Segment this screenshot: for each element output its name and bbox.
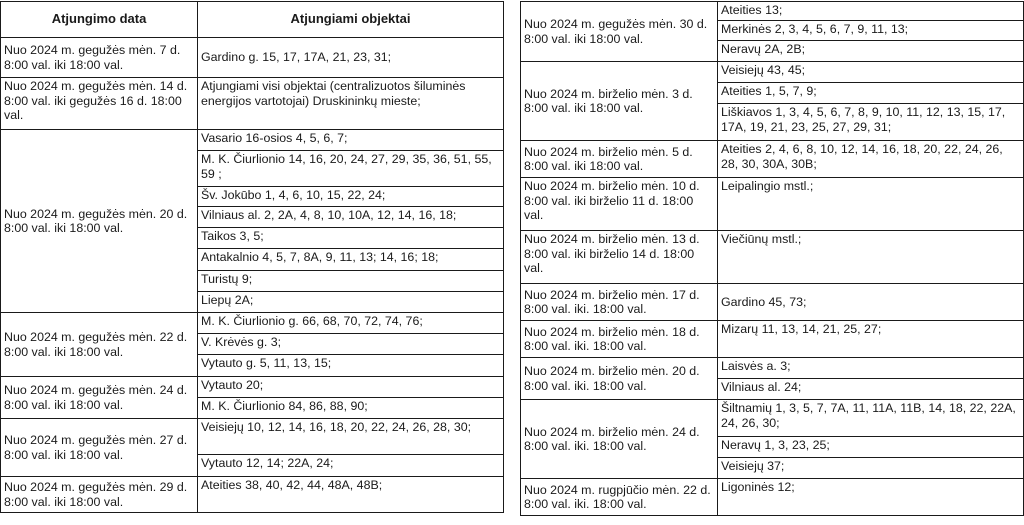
date-cell: Nuo 2024 m. birželio mėn. 17 d. 8:00 val. iki. 18:00 val. [521, 284, 718, 321]
table-row [521, 141, 1024, 178]
date-cell: Nuo 2024 m. birželio mėn. 20 d. 8:00 val. iki. 18:00 val. [521, 358, 718, 400]
table-row [521, 2, 1024, 21]
object-cell: Liepų 2A; [198, 292, 504, 313]
header-objects: Atjungiami objektai [198, 2, 504, 38]
date-cell: Nuo 2024 m. birželio mėn. 13 d. 8:00 val. iki birželio 14 d. 18:00 val. [521, 231, 718, 284]
object-cell: Turistų 9; [198, 271, 504, 292]
object-cell: Vasario 16-osios 4, 5, 6, 7; [198, 130, 504, 151]
table-row [1, 38, 504, 78]
right-schedule-table [520, 1, 1024, 516]
date-cell: Nuo 2024 m. gegužės mėn. 27 d. 8:00 val. iki 18:00 val. [1, 419, 198, 477]
object-cell: Vilniaus al. 24; [718, 379, 1024, 400]
left-schedule-table [0, 1, 504, 513]
object-cell: Ateities 38, 40, 42, 44, 48A, 48B; [198, 477, 504, 513]
object-cell: Gardino 45, 73; [718, 284, 1024, 321]
object-cell: Ateities 1, 5, 7, 9; [718, 83, 1024, 104]
date-cell: Nuo 2024 m. birželio mėn. 5 d. 8:00 val. iki 18:00 val. [521, 141, 718, 178]
header-row [1, 2, 504, 38]
object-cell: M. K. Čiurlionio 84, 86, 88, 90; [198, 398, 504, 419]
date-cell: Nuo 2024 m. gegužės mėn. 22 d. 8:00 val. iki 18:00 val. [1, 313, 198, 377]
object-cell: Šv. Jokūbo 1, 4, 6, 10, 15, 22, 24; [198, 187, 504, 207]
date-cell: Nuo 2024 m. birželio mėn. 10 d. 8:00 val. iki birželio 11 d. 18:00 val. [521, 178, 718, 231]
date-cell: Nuo 2024 m. birželio mėn. 24 d. 8:00 val. iki. 18:00 val. [521, 400, 718, 479]
object-cell: Ligoninės 12; [718, 479, 1024, 516]
table-row [1, 313, 504, 334]
date-cell: Nuo 2024 m. birželio mėn. 3 d. 8:00 val. iki 18:00 val. [521, 62, 718, 141]
table-row [1, 477, 504, 513]
table-row [1, 419, 504, 455]
date-cell: Nuo 2024 m. gegužės mėn. 30 d. 8:00 val. iki 18:00 val. [521, 2, 718, 62]
object-cell: Taikos 3, 5; [198, 228, 504, 249]
object-cell: Leipalingio mstl.; [718, 178, 1024, 231]
table-row [521, 178, 1024, 231]
table-row [1, 78, 504, 130]
date-cell: Nuo 2024 m. gegužės mėn. 20 d. 8:00 val. iki 18:00 val. [1, 130, 198, 313]
object-cell: Veisiejų 10, 12, 14, 16, 18, 20, 22, 24, 26, 28, 30; [198, 419, 504, 455]
object-cell: Antakalnio 4, 5, 7, 8A, 9, 11, 13; 14, 16; 18; [198, 249, 504, 271]
object-cell: Liškiavos 1, 3, 4, 5, 6, 7, 8, 9, 10, 11, 12, 13, 15, 17, 17A, 19, 21, 23, 25, 27, 29, 31; [718, 104, 1024, 141]
object-cell: Veisiejų 43, 45; [718, 62, 1024, 83]
table-row [521, 231, 1024, 284]
header-date: Atjungimo data [1, 2, 198, 38]
table-row [521, 284, 1024, 321]
date-cell: Nuo 2024 m. rugpjūčio mėn. 22 d. 8:00 val. iki. 18:00 val. [521, 479, 718, 516]
table-row [521, 358, 1024, 379]
object-cell: Veisiejų 37; [718, 458, 1024, 479]
table-row [1, 377, 504, 398]
object-cell: Atjungiami visi objektai (centralizuotos šiluminės energijos vartotojai) Druskininkų mieste; [198, 78, 504, 130]
table-row [521, 321, 1024, 358]
object-cell: Vytauto 20; [198, 377, 504, 398]
object-cell: Neravų 1, 3, 23, 25; [718, 437, 1024, 458]
object-cell: Vilniaus al. 2, 2A, 4, 8, 10, 10A, 12, 14, 16, 18; [198, 207, 504, 228]
object-cell: V. Krėvės g. 3; [198, 334, 504, 355]
date-cell: Nuo 2024 m. gegužės mėn. 29 d. 8:00 val. iki 18:00 val. [1, 477, 198, 513]
object-cell: Neravų 2A, 2B; [718, 41, 1024, 62]
object-cell: M. K. Čiurlionio g. 66, 68, 70, 72, 74, 76; [198, 313, 504, 334]
table-row [521, 400, 1024, 437]
object-cell: Šiltnamių 1, 3, 5, 7, 7A, 11, 11A, 11B, 14, 18, 22, 22A, 24, 26, 30; [718, 400, 1024, 437]
object-cell: Viečiūnų mstl.; [718, 231, 1024, 284]
date-cell: Nuo 2024 m. gegužės mėn. 7 d. 8:00 val. iki 18:00 val. [1, 38, 198, 78]
object-cell: M. K. Čiurlionio 14, 16, 20, 24, 27, 29, 35, 36, 51, 55, 59 ; [198, 151, 504, 187]
table-row [1, 130, 504, 151]
object-cell: Laisvės a. 3; [718, 358, 1024, 379]
date-cell: Nuo 2024 m. birželio mėn. 18 d. 8:00 val. iki. 18:00 val. [521, 321, 718, 358]
object-cell: Mizarų 11, 13, 14, 21, 25, 27; [718, 321, 1024, 358]
table-row [521, 479, 1024, 516]
date-cell: Nuo 2024 m. gegužės mėn. 14 d. 8:00 val. iki gegužės 16 d. 18:00 val. [1, 78, 198, 130]
object-cell: Vytauto g. 5, 11, 13, 15; [198, 355, 504, 377]
date-cell: Nuo 2024 m. gegužės mėn. 24 d. 8:00 val. iki 18:00 val. [1, 377, 198, 419]
object-cell: Merkinės 2, 3, 4, 5, 6, 7, 9, 11, 13; [718, 21, 1024, 41]
object-cell: Ateities 2, 4, 6, 8, 10, 12, 14, 16, 18, 20, 22, 24, 26, 28, 30, 30A, 30B; [718, 141, 1024, 178]
object-cell: Ateities 13; [718, 2, 1024, 21]
object-cell: Vytauto 12, 14; 22A, 24; [198, 455, 504, 477]
table-row [521, 62, 1024, 83]
object-cell: Gardino g. 15, 17, 17A, 21, 23, 31; [198, 38, 504, 78]
